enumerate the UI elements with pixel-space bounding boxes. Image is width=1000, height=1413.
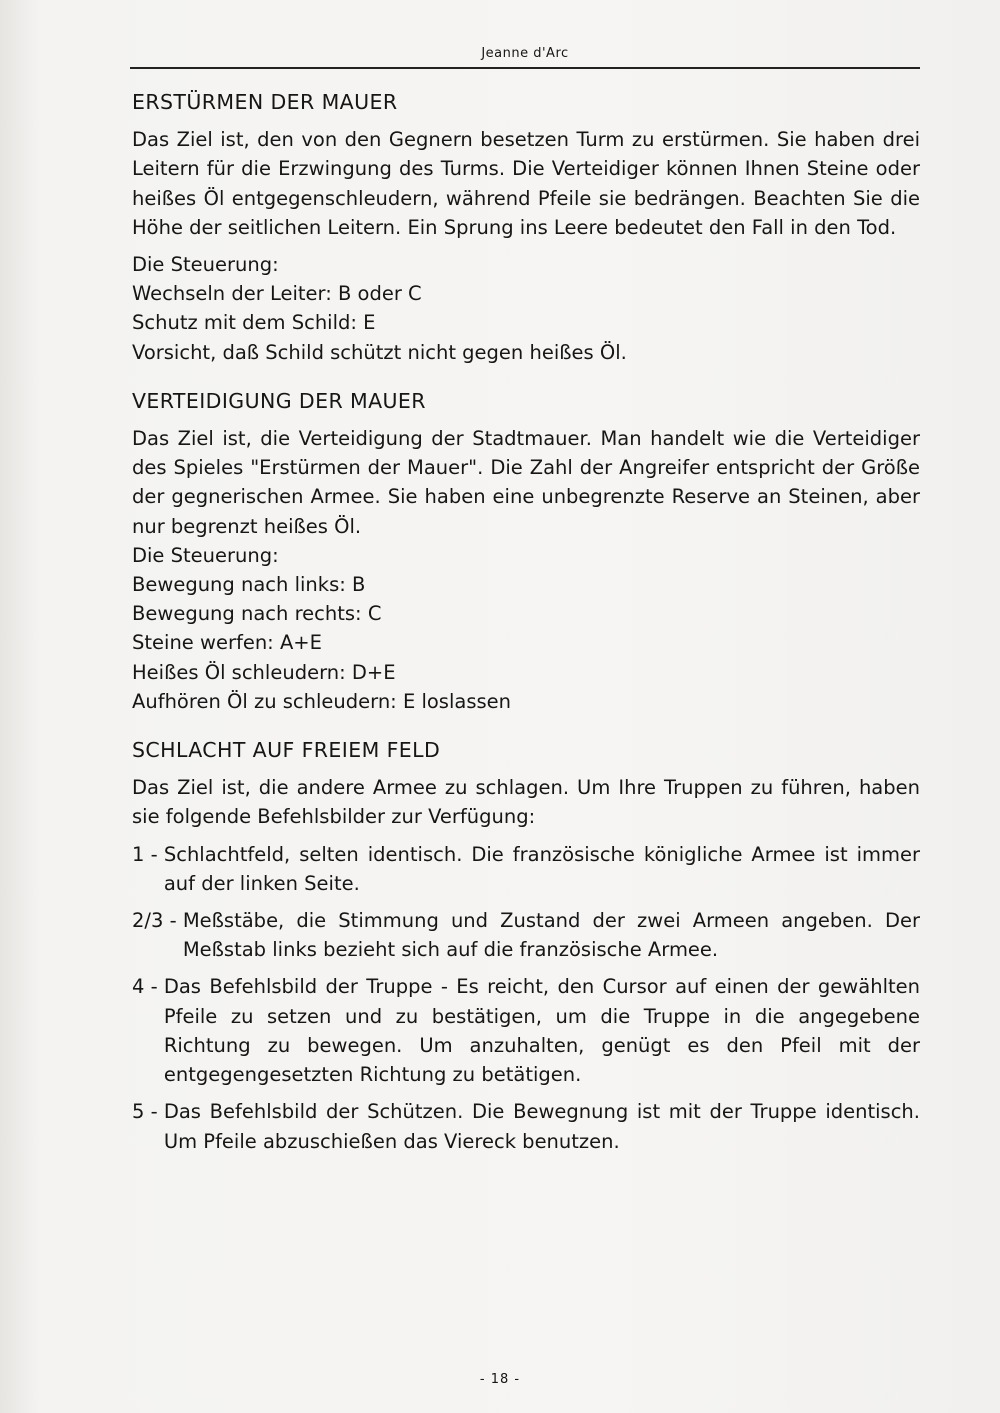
control-line: Aufhören Öl zu schleudern: E loslassen bbox=[132, 689, 512, 713]
list-item-number: 5 - bbox=[132, 1100, 164, 1124]
control-line: Heißes Öl schleudern: D+E bbox=[132, 660, 396, 684]
list-item-number: 4 - bbox=[132, 975, 164, 999]
list-item-number: 1 - bbox=[132, 842, 164, 866]
control-line: Wechseln der Leiter: B oder C bbox=[132, 282, 422, 306]
section-heading: ERSTÜRMEN DER MAUER bbox=[132, 90, 398, 114]
page-number: - 18 - bbox=[479, 1372, 521, 1387]
section-schlacht bbox=[132, 736, 920, 1156]
section-heading: SCHLACHT AUF FREIEM FELD bbox=[132, 738, 441, 763]
running-header: Jeanne d'Arc bbox=[481, 46, 569, 61]
control-line: Steine werfen: A+E bbox=[132, 631, 322, 655]
section-verteidigung bbox=[132, 387, 920, 716]
list-item-text: Das Befehlsbild der Truppe - Es reicht, den Cursor auf einen der gewählten Pfeile zu setzen und zu bestätigen, um die Truppe in die angegebene Richtung zu bewegen. Um anzuhalten, genügt es den Pfeil mit der entgegengesetzten Richtung zu betätigen. bbox=[163, 975, 920, 1087]
section-intro: Das Ziel ist, die Verteidigung der Stadtmauer. Man handelt wie die Verteidiger des Spieles "Erstürmen der Mauer". Die Zahl der Angreifer entspricht der Größe der gegnerischen Armee. Sie haben eine unbegrenzte Reserve an Steinen, aber nur begrenzt heißes Öl. bbox=[132, 427, 920, 538]
control-line: Bewegung nach links: B bbox=[132, 573, 366, 597]
controls-label: Die Steuerung: bbox=[132, 253, 279, 277]
section-heading: VERTEIDIGUNG DER MAUER bbox=[132, 388, 426, 413]
list-item-text: Schlachtfeld, selten identisch. Die französische königliche Armee ist immer auf der linken Seite. bbox=[163, 842, 920, 895]
section-intro: Das Ziel ist, den von den Gegnern besetzen Turm zu erstürmen. Sie haben drei Leitern für die Erzwingung des Turms. Die Verteidiger können Ihnen Steine oder heißes Öl entgegenschleudern, während Pfeile sie bedrängen. Beachten Sie die Höhe der seitlichen Leitern. Ein Sprung ins Leere bedeutet den Fall in den Tod. bbox=[132, 128, 920, 239]
list-item-text: Meßstäbe, die Stimmung und Zustand der zwei Armeen angeben. Der Meßstab links bezieht sich auf die französische Armee. bbox=[182, 909, 920, 962]
list-item-text: Das Befehlsbild der Schützen. Die Bewegnung ist mit der Truppe identisch. Um Pfeile abzuschießen das Viereck benutzen. bbox=[163, 1100, 920, 1153]
list-item bbox=[132, 1097, 920, 1155]
list-item bbox=[132, 972, 920, 1089]
page-content bbox=[132, 88, 920, 1156]
section-intro: Das Ziel ist, die andere Armee zu schlagen. Um Ihre Truppen zu führen, haben sie folgende Befehlsbilder zur Verfügung: bbox=[132, 776, 920, 829]
header-rule bbox=[130, 67, 920, 69]
list-item bbox=[132, 840, 920, 898]
control-line: Schutz mit dem Schild: E bbox=[132, 311, 376, 335]
section-erstuermen bbox=[132, 88, 920, 367]
list-item-number: 2/3 - bbox=[132, 909, 183, 933]
control-line: Bewegung nach rechts: C bbox=[132, 602, 382, 626]
controls-label: Die Steuerung: bbox=[132, 543, 279, 567]
list-item bbox=[132, 906, 920, 964]
control-line: Vorsicht, daß Schild schützt nicht gegen heißes Öl. bbox=[132, 340, 627, 364]
